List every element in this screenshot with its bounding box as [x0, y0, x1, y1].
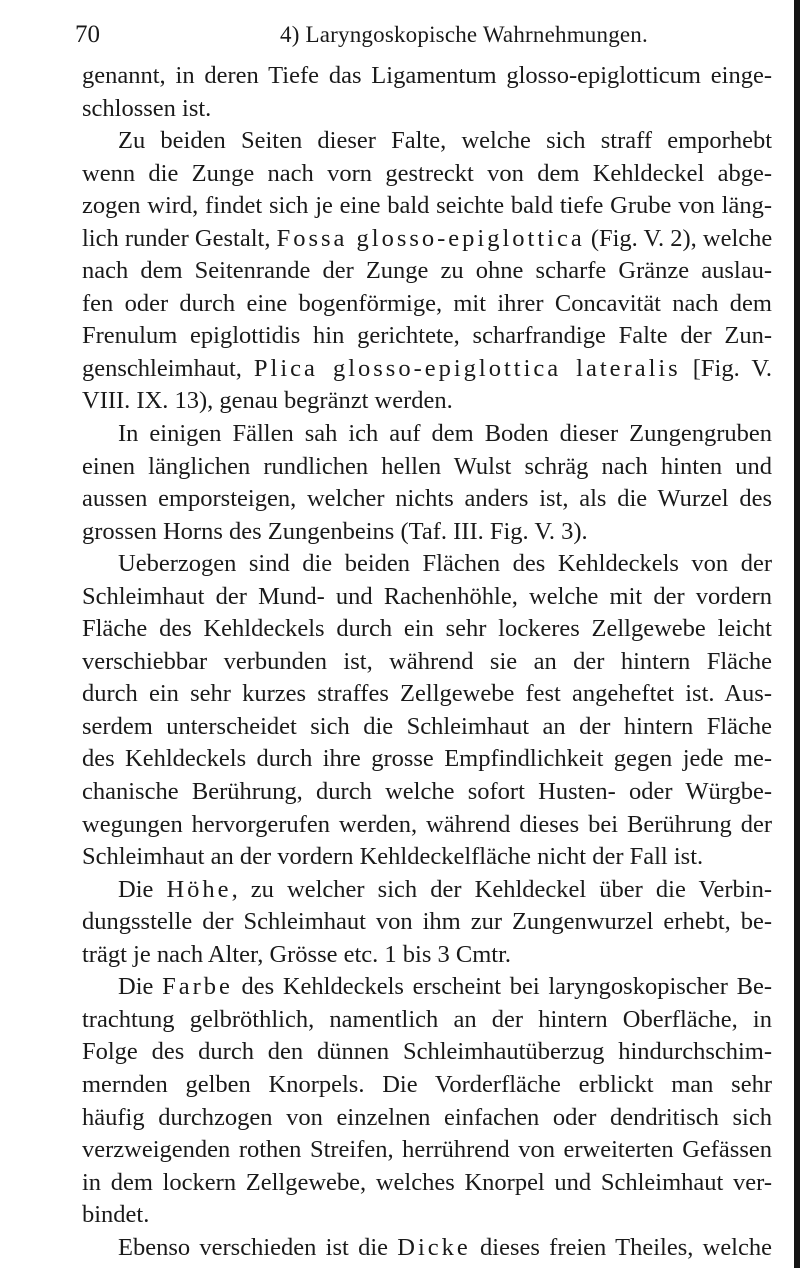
text-run: serdem unterscheidet sich die Schleimhaut an der hintern Fläche — [82, 712, 772, 740]
text-run: lich runder Gestalt, — [82, 224, 277, 252]
text-line — [82, 939, 772, 972]
text-line — [82, 190, 772, 223]
text-run: genannt, in deren Tiefe das Ligamentum glosso-epiglotticum einge- — [82, 62, 772, 89]
text-line — [82, 320, 772, 353]
text-line — [82, 223, 772, 256]
text-run: bindet. — [82, 1201, 150, 1229]
text-run: Die — [118, 875, 167, 903]
body-text — [82, 60, 772, 1264]
text-line — [82, 711, 772, 744]
text-line — [82, 1036, 772, 1069]
text-run: trachtung gelbröthlich, namentlich an der hintern Oberfläche, in — [82, 1005, 772, 1033]
text-run: Fläche des Kehldeckels durch ein sehr lockeres Zellgewebe leicht — [82, 615, 772, 643]
text-run: grossen Horns des Zungenbeins (Taf. III. Fig. V. 3). — [82, 517, 588, 545]
text-run: dieses freien Theiles, welche — [470, 1233, 772, 1261]
text-line — [82, 255, 772, 288]
text-line — [82, 385, 772, 418]
text-run: In einigen Fällen sah ich auf dem Boden dieser Zungengruben — [118, 420, 772, 448]
text-line — [82, 353, 772, 386]
page-number: 70 — [75, 21, 100, 48]
text-run: (Fig. V. 2), welche — [584, 224, 773, 252]
text-line — [82, 158, 772, 191]
spaced-term: Farbe — [162, 973, 233, 1001]
spaced-term: Höhe — [166, 875, 232, 903]
text-line — [82, 581, 772, 614]
text-line — [82, 1069, 772, 1102]
text-line — [82, 1232, 772, 1265]
text-run: schlossen ist. — [82, 94, 212, 122]
text-run: Frenulum epiglottidis hin gerichtete, scharfrandige Falte der Zun- — [82, 322, 772, 350]
text-line — [82, 418, 772, 451]
spaced-term: Dicke — [397, 1233, 471, 1261]
text-line — [82, 1102, 772, 1135]
text-run: aussen emporsteigen, welcher nichts anders ist, als die Wurzel des — [82, 485, 772, 513]
text-line — [82, 516, 772, 549]
text-run: in dem lockern Zellgewebe, welches Knorpel und Schleimhaut ver- — [82, 1168, 772, 1196]
text-run: nach dem Seitenrande der Zunge zu ohne scharfe Gränze auslau- — [82, 257, 772, 285]
text-line — [82, 93, 772, 126]
text-line — [82, 613, 772, 646]
text-run: chanische Berührung, durch welche sofort Husten- oder Würgbe- — [82, 778, 772, 806]
text-line — [82, 1167, 772, 1200]
text-line — [82, 1004, 772, 1037]
text-run: fen oder durch eine bogenförmige, mit ihrer Concavität nach dem — [82, 289, 772, 317]
text-line — [82, 646, 772, 679]
spaced-term: Plica glosso-epiglottica lateralis — [253, 354, 681, 382]
text-line — [82, 841, 772, 874]
text-line — [82, 60, 772, 93]
page-header — [0, 20, 800, 50]
page-edge-shadow — [794, 0, 800, 1268]
text-line — [82, 743, 772, 776]
text-line — [82, 1199, 772, 1232]
text-run: Ueberzogen sind die beiden Flächen des Kehldeckels von der — [118, 550, 772, 578]
text-run: Ebenso verschieden ist die — [118, 1233, 398, 1261]
text-run: wenn die Zunge nach vorn gestreckt von dem Kehldeckel abge- — [82, 159, 772, 187]
text-line — [82, 1134, 772, 1167]
text-line — [82, 906, 772, 939]
text-line — [82, 125, 772, 158]
text-run: mernden gelben Knorpels. Die Vorderfläche erblickt man sehr — [82, 1070, 772, 1098]
text-run: des Kehldeckels erscheint bei laryngoskopischer Be- — [232, 973, 773, 1001]
text-run: Die — [118, 973, 163, 1001]
text-line — [82, 809, 772, 842]
text-run: verschiebbar verbunden ist, während sie an der hintern Fläche — [82, 647, 772, 675]
text-run: , zu welcher sich der Kehldeckel über die Verbin- — [231, 875, 772, 903]
text-line — [82, 548, 772, 581]
text-run: durch ein sehr kurzes straffes Zellgewebe fest angeheftet ist. Aus- — [82, 680, 772, 708]
text-run: häufig durchzogen von einzelnen einfachen oder dendritisch sich — [82, 1103, 772, 1131]
text-run: zogen wird, findet sich je eine bald seichte bald tiefe Grube von läng- — [82, 192, 772, 220]
text-run: trägt je nach Alter, Grösse etc. 1 bis 3 Cmtr. — [82, 940, 512, 968]
spaced-term: Fossa glosso-epiglottica — [276, 224, 585, 252]
text-line — [82, 776, 772, 809]
text-line — [82, 678, 772, 711]
text-run: Zu beiden Seiten dieser Falte, welche sich straff emporhebt — [118, 127, 772, 155]
running-title: 4) Laryngoskopische Wahrnehmungen. — [280, 22, 648, 47]
text-line — [82, 288, 772, 321]
text-run: Schleimhaut an der vordern Kehldeckelfläche nicht der Fall ist. — [82, 843, 704, 871]
text-run: wegungen hervorgerufen werden, während dieses bei Berührung der — [82, 810, 772, 838]
text-line — [82, 483, 772, 516]
text-run: genschleimhaut, — [82, 354, 254, 382]
text-line — [82, 874, 772, 907]
text-run: dungsstelle der Schleimhaut von ihm zur Zungenwurzel erhebt, be- — [82, 908, 772, 936]
text-run: [Fig. V. — [680, 354, 772, 382]
text-run: des Kehldeckels durch ihre grosse Empfindlichkeit gegen jede me- — [82, 745, 772, 773]
text-run: verzweigenden rothen Streifen, herrührend von erweiterten Gefässen — [82, 1136, 772, 1164]
text-run: Schleimhaut der Mund- und Rachenhöhle, welche mit der vordern — [82, 582, 772, 610]
text-run: Folge des durch den dünnen Schleimhautüberzug hindurchschim- — [82, 1038, 772, 1066]
text-line — [82, 451, 772, 484]
text-run: VIII. IX. 13), genau begränzt werden. — [82, 387, 453, 415]
text-run: einen länglichen rundlichen hellen Wulst schräg nach hinten und — [82, 452, 772, 480]
text-line — [82, 971, 772, 1004]
